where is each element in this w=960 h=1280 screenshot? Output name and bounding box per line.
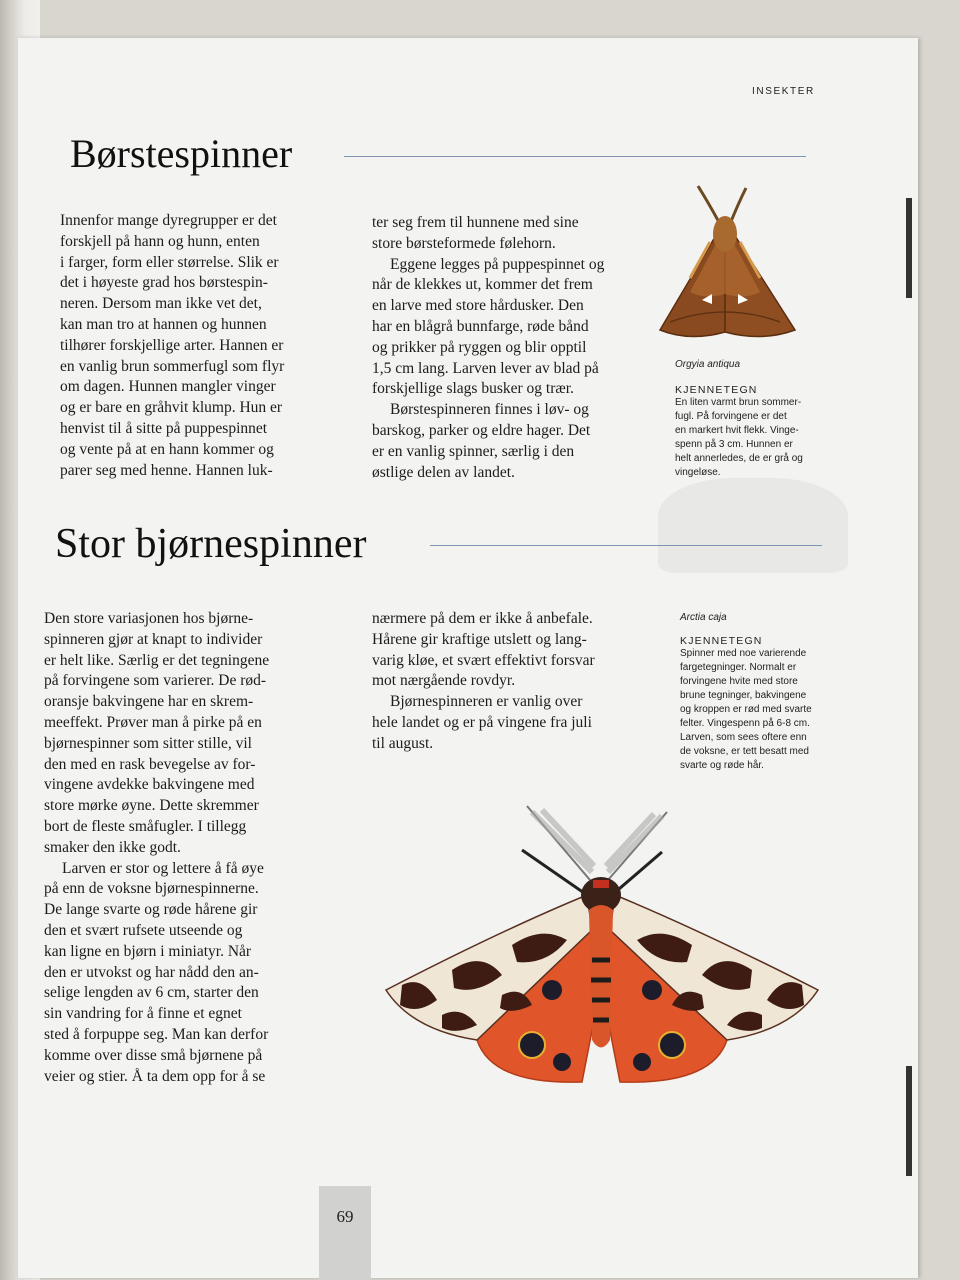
title-rule-2 — [430, 545, 822, 546]
text-line: veier og stier. Å ta dem opp for å se — [44, 1067, 266, 1085]
text-line: Eggene legges på puppespinnet og — [390, 255, 605, 273]
kj-line: svarte og røde hår. — [680, 760, 764, 771]
kj-line: helt annerledes, de er grå og — [675, 453, 803, 464]
text-line: hele landet og er på vingene fra juli — [372, 713, 592, 731]
text-line: til august. — [372, 734, 434, 752]
text-line: smaker den ikke godt. — [44, 838, 181, 856]
text-line: forskjellige slags busker og trær. — [372, 380, 574, 398]
show-through-moth — [658, 478, 848, 573]
kj-line: Larven, som sees oftere enn — [680, 732, 807, 743]
title-rule-1 — [344, 156, 806, 157]
text-line: ter seg frem til hunnene med sine — [372, 214, 579, 231]
text-line: kan man tro at hannen og hunnen — [60, 315, 267, 333]
text-line: og er bare en gråhvit klump. Hun er — [60, 399, 283, 417]
text-line: sted å forpuppe seg. Man kan derfor — [44, 1025, 269, 1043]
text-line: store børsteformede følehorn. — [372, 234, 556, 252]
kj-line: felter. Vingespenn på 6-8 cm. — [680, 718, 810, 729]
text-line: selige lengden av 6 cm, starter den — [44, 984, 259, 1002]
text-line: barskog, parker og eldre hager. Det — [372, 421, 591, 439]
kjennetegn-text — [680, 647, 840, 773]
kjennetegn-text — [675, 396, 825, 480]
text-line: store mørke øyne. Dette skremmer — [44, 797, 259, 815]
kj-line: og kroppen er rød med svarte — [680, 704, 812, 715]
text-line: Innenfor mange dyregrupper er det — [60, 212, 277, 229]
arctia-caption — [680, 612, 840, 773]
text-line: varig kløe, et svært effektivt forsvar — [372, 651, 595, 669]
text-line: på forvingene som varierer. De rød- — [44, 672, 267, 690]
text-line: vingene avdekke bakvingene med — [44, 776, 255, 794]
page-edge-bar-top — [906, 198, 912, 298]
text-line: komme over disse små bjørnene på — [44, 1046, 263, 1064]
text-line: parer seg med henne. Hannen luk- — [60, 461, 273, 479]
text-line: tilhører forskjellige arter. Hannen er — [60, 336, 284, 354]
article-title-stor-bjornespinner: Stor bjørnespinner — [55, 521, 367, 567]
text-line: på enn de voksne bjørnespinnerne. — [44, 880, 259, 898]
kj-line: spenn på 3 cm. Hunnen er — [675, 439, 793, 450]
text-line: oransje bakvingene har en skrem- — [44, 693, 254, 711]
text-line: spinneren gjør at knapt to individer — [44, 630, 263, 648]
text-line: Larven er stor og lettere å få øye — [62, 859, 264, 877]
article2-column-1 — [44, 609, 334, 1087]
text-line: Bjørnespinneren er vanlig over — [390, 693, 583, 711]
article1-column-1 — [60, 211, 342, 481]
text-line: Hårene gir kraftige utslett og lang- — [372, 630, 587, 648]
species-name: Orgyia antiqua — [675, 359, 741, 370]
article-title-borstespinner: Børstespinner — [70, 131, 293, 176]
text-line: og prikker på ryggen og blir opptil — [372, 338, 587, 356]
kj-line: de voksne, er tett besatt med — [680, 746, 809, 757]
article2-column-2 — [372, 609, 658, 755]
text-line: neren. Dersom man ikke vet det, — [60, 295, 262, 313]
text-line: en larve med store hårdusker. Den — [372, 297, 584, 315]
kj-line: Spinner med noe varierende — [680, 648, 807, 659]
kj-line: fugl. På forvingene er det — [675, 411, 787, 422]
text-line: når de klekkes ut, kommer det frem — [372, 276, 593, 294]
text-line: en vanlig brun sommerfugl som flyr — [60, 357, 285, 375]
text-line: Den store variasjonen hos bjørne- — [44, 610, 254, 627]
text-line: er helt like. Særlig er det tegningene — [44, 651, 270, 669]
text-line: i farger, form eller størrelse. Slik er — [60, 253, 279, 271]
species-name: Arctia caja — [680, 612, 727, 623]
page-number-tab — [319, 1186, 371, 1280]
text-line: De lange svarte og røde hårene gir — [44, 901, 258, 919]
text-line: den et svært rufsete utseende og — [44, 921, 243, 939]
text-line: sin vandring for å finne et egnet — [44, 1005, 242, 1023]
text-line: mot nærgående rovdyr. — [372, 672, 516, 690]
text-line: den er utvokst og har nådd den an- — [44, 963, 259, 981]
text-line: om dagen. Hunnen mangler vinger — [60, 378, 276, 396]
orgyia-caption — [675, 359, 825, 480]
text-line: og vente på at en hann kommer og — [60, 440, 274, 458]
kjennetegn-heading: KJENNETEGN — [680, 635, 763, 647]
orgyia-antiqua-illustration — [650, 182, 810, 346]
arctia-caja-illustration — [382, 800, 822, 1090]
text-line: har en blågrå bunnfarge, røde bånd — [372, 317, 589, 335]
kj-line: vingeløse. — [675, 467, 721, 478]
text-line: forskjell på hann og hunn, enten — [60, 232, 260, 250]
page-edge-bar-bottom — [906, 1066, 912, 1176]
text-line: kan ligne en bjørn i miniatyr. Når — [44, 942, 252, 960]
text-line: meeffekt. Prøver man å pirke på en — [44, 713, 262, 731]
text-line: er en vanlig spinner, særlig i den — [372, 442, 575, 460]
page-number: 69 — [336, 1207, 354, 1226]
text-line: bort de fleste småfugler. I tillegg — [44, 817, 247, 835]
kj-line: brune tegninger, bakvingene — [680, 690, 807, 701]
kj-line: fargetegninger. Normalt er — [680, 662, 797, 673]
kj-line: en markert hvit flekk. Vinge- — [675, 425, 799, 436]
text-line: bjørnespinner som sitter stille, vil — [44, 734, 252, 752]
text-line: nærmere på dem er ikke å anbefale. — [372, 610, 593, 627]
text-line: østlige delen av landet. — [372, 463, 515, 481]
text-line: Børstespinneren finnes i løv- og — [390, 401, 589, 419]
text-line: henvist til å sitte på puppespinnet — [60, 419, 268, 437]
kj-line: forvingene hvite med store — [680, 676, 798, 687]
section-label: INSEKTER — [752, 86, 815, 97]
article1-column-2 — [372, 213, 654, 483]
text-line: det i høyeste grad hos børstespin- — [60, 274, 268, 292]
text-line: den med en rask bevegelse av for- — [44, 755, 256, 773]
kjennetegn-heading: KJENNETEGN — [675, 384, 758, 396]
kj-line: En liten varmt brun sommer- — [675, 397, 802, 408]
text-line: 1,5 cm lang. Larven lever av blad på — [372, 359, 599, 377]
